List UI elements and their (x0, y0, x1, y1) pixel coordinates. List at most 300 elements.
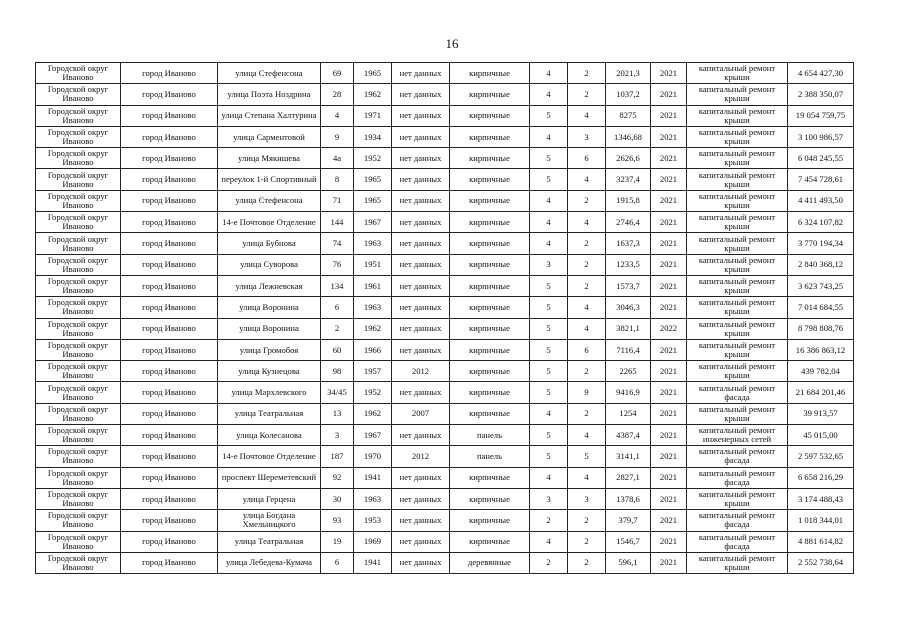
cell-house-number: 6 (321, 552, 354, 573)
cell-entrances: 5 (568, 446, 606, 467)
cell-floors: 2 (530, 510, 568, 531)
cell-total-area: 3237,4 (606, 169, 651, 190)
cell-repair-type: капитальный ремонт фасада (687, 467, 788, 488)
cell-house-number: 3 (321, 425, 354, 446)
cell-build-year: 1961 (354, 275, 392, 296)
cell-reconstruction-year: нет данных (392, 169, 450, 190)
cell-repair-type: капитальный ремонт крыши (687, 212, 788, 233)
cell-municipality: Городской округ Иваново (36, 254, 121, 275)
cell-repair-year: 2021 (651, 446, 687, 467)
cell-settlement: город Иваново (121, 531, 218, 552)
cell-floors: 4 (530, 190, 568, 211)
cell-floors: 4 (530, 212, 568, 233)
cell-entrances: 2 (568, 510, 606, 531)
cell-cost: 3 623 743,25 (788, 275, 854, 296)
cell-entrances: 2 (568, 63, 606, 84)
cell-repair-type: капитальный ремонт фасада (687, 510, 788, 531)
cell-municipality: Городской округ Иваново (36, 190, 121, 211)
cell-repair-type: капитальный ремонт крыши (687, 403, 788, 424)
cell-repair-year: 2021 (651, 233, 687, 254)
cell-total-area: 9416,9 (606, 382, 651, 403)
cell-settlement: город Иваново (121, 510, 218, 531)
cell-street: переулок 1-й Спортивный (218, 169, 321, 190)
cell-municipality: Городской округ Иваново (36, 531, 121, 552)
cell-total-area: 1037,2 (606, 84, 651, 105)
cell-total-area: 1573,7 (606, 275, 651, 296)
cell-floors: 5 (530, 297, 568, 318)
cell-house-number: 4 (321, 105, 354, 126)
table-row (36, 254, 854, 275)
cell-reconstruction-year: нет данных (392, 318, 450, 339)
cell-municipality: Городской округ Иваново (36, 105, 121, 126)
cell-repair-year: 2021 (651, 403, 687, 424)
cell-floors: 5 (530, 361, 568, 382)
cell-repair-type: капитальный ремонт крыши (687, 254, 788, 275)
table-row (36, 467, 854, 488)
cell-settlement: город Иваново (121, 297, 218, 318)
table-body (36, 63, 854, 574)
cell-cost: 45 015,00 (788, 425, 854, 446)
cell-municipality: Городской округ Иваново (36, 63, 121, 84)
cell-cost: 6 324 107,82 (788, 212, 854, 233)
cell-entrances: 2 (568, 190, 606, 211)
cell-street: улица Лежневская (218, 275, 321, 296)
cell-street: улица Воронина (218, 297, 321, 318)
table-row (36, 361, 854, 382)
cell-total-area: 1637,3 (606, 233, 651, 254)
cell-build-year: 1962 (354, 403, 392, 424)
cell-total-area: 1915,8 (606, 190, 651, 211)
cell-floors: 5 (530, 105, 568, 126)
cell-total-area: 1233,5 (606, 254, 651, 275)
cell-wall-material: кирпичные (450, 339, 530, 360)
cell-repair-year: 2021 (651, 297, 687, 318)
cell-wall-material: кирпичные (450, 254, 530, 275)
cell-municipality: Городской округ Иваново (36, 148, 121, 169)
cell-repair-type: капитальный ремонт крыши (687, 552, 788, 573)
cell-cost: 4 654 427,30 (788, 63, 854, 84)
cell-reconstruction-year: нет данных (392, 467, 450, 488)
cell-street: улица Театральная (218, 403, 321, 424)
cell-repair-type: капитальный ремонт крыши (687, 339, 788, 360)
cell-floors: 2 (530, 552, 568, 573)
cell-reconstruction-year: нет данных (392, 339, 450, 360)
cell-municipality: Городской округ Иваново (36, 169, 121, 190)
cell-cost: 7 454 728,61 (788, 169, 854, 190)
cell-settlement: город Иваново (121, 190, 218, 211)
cell-repair-year: 2022 (651, 318, 687, 339)
cell-wall-material: кирпичные (450, 467, 530, 488)
cell-total-area: 7116,4 (606, 339, 651, 360)
cell-total-area: 2827,1 (606, 467, 651, 488)
cell-repair-type: капитальный ремонт крыши (687, 318, 788, 339)
cell-settlement: город Иваново (121, 84, 218, 105)
cell-floors: 4 (530, 63, 568, 84)
cell-wall-material: кирпичные (450, 148, 530, 169)
cell-house-number: 74 (321, 233, 354, 254)
cell-house-number: 2 (321, 318, 354, 339)
cell-street: улица Суворова (218, 254, 321, 275)
cell-house-number: 19 (321, 531, 354, 552)
cell-floors: 5 (530, 382, 568, 403)
cell-house-number: 98 (321, 361, 354, 382)
table-row (36, 510, 854, 531)
cell-floors: 5 (530, 318, 568, 339)
cell-build-year: 1967 (354, 425, 392, 446)
cell-street: улица Кузнецова (218, 361, 321, 382)
cell-cost: 19 054 759,75 (788, 105, 854, 126)
cell-street: улица Стефенсона (218, 63, 321, 84)
cell-reconstruction-year: нет данных (392, 148, 450, 169)
cell-entrances: 4 (568, 212, 606, 233)
cell-wall-material: кирпичные (450, 318, 530, 339)
cell-municipality: Городской округ Иваново (36, 403, 121, 424)
cell-cost: 2 597 532,65 (788, 446, 854, 467)
cell-total-area: 3141,1 (606, 446, 651, 467)
cell-street: улица Поэта Ноздрина (218, 84, 321, 105)
cell-build-year: 1963 (354, 488, 392, 509)
table-row (36, 318, 854, 339)
cell-repair-year: 2021 (651, 275, 687, 296)
cell-street: улица Стефенсона (218, 190, 321, 211)
cell-municipality: Городской округ Иваново (36, 446, 121, 467)
cell-floors: 5 (530, 425, 568, 446)
cell-cost: 16 386 863,12 (788, 339, 854, 360)
cell-municipality: Городской округ Иваново (36, 275, 121, 296)
cell-cost: 2 840 368,12 (788, 254, 854, 275)
table-row (36, 552, 854, 573)
cell-repair-year: 2021 (651, 552, 687, 573)
cell-street: улица Мякишева (218, 148, 321, 169)
cell-cost: 4 881 614,82 (788, 531, 854, 552)
cell-house-number: 76 (321, 254, 354, 275)
cell-settlement: город Иваново (121, 467, 218, 488)
cell-wall-material: деревянные (450, 552, 530, 573)
cell-municipality: Городской округ Иваново (36, 382, 121, 403)
cell-house-number: 93 (321, 510, 354, 531)
cell-repair-type: капитальный ремонт крыши (687, 84, 788, 105)
cell-street: 14-е Почтовое Отделение (218, 446, 321, 467)
cell-settlement: город Иваново (121, 339, 218, 360)
cell-settlement: город Иваново (121, 403, 218, 424)
cell-repair-year: 2021 (651, 169, 687, 190)
cell-municipality: Городской округ Иваново (36, 212, 121, 233)
cell-house-number: 9 (321, 126, 354, 147)
cell-house-number: 71 (321, 190, 354, 211)
cell-settlement: город Иваново (121, 254, 218, 275)
cell-repair-year: 2021 (651, 510, 687, 531)
cell-wall-material: панель (450, 425, 530, 446)
cell-settlement: город Иваново (121, 552, 218, 573)
cell-repair-year: 2021 (651, 148, 687, 169)
cell-wall-material: кирпичные (450, 63, 530, 84)
cell-build-year: 1965 (354, 169, 392, 190)
cell-municipality: Городской округ Иваново (36, 425, 121, 446)
cell-settlement: город Иваново (121, 63, 218, 84)
cell-repair-type: капитальный ремонт крыши (687, 190, 788, 211)
cell-floors: 5 (530, 169, 568, 190)
cell-entrances: 2 (568, 531, 606, 552)
cell-wall-material: кирпичные (450, 488, 530, 509)
cell-settlement: город Иваново (121, 318, 218, 339)
cell-entrances: 4 (568, 105, 606, 126)
cell-wall-material: кирпичные (450, 297, 530, 318)
cell-repair-year: 2021 (651, 254, 687, 275)
cell-settlement: город Иваново (121, 275, 218, 296)
cell-municipality: Городской округ Иваново (36, 84, 121, 105)
cell-street: улица Сарментовой (218, 126, 321, 147)
cell-build-year: 1971 (354, 105, 392, 126)
cell-cost: 1 018 344,01 (788, 510, 854, 531)
cell-settlement: город Иваново (121, 212, 218, 233)
cell-repair-year: 2021 (651, 467, 687, 488)
cell-floors: 4 (530, 403, 568, 424)
table-row (36, 169, 854, 190)
cell-build-year: 1969 (354, 531, 392, 552)
cell-wall-material: кирпичные (450, 531, 530, 552)
cell-street: 14-е Почтовое Отделение (218, 212, 321, 233)
table-row (36, 63, 854, 84)
cell-total-area: 1254 (606, 403, 651, 424)
cell-repair-type: капитальный ремонт фасада (687, 446, 788, 467)
cell-house-number: 92 (321, 467, 354, 488)
cell-entrances: 3 (568, 126, 606, 147)
cell-house-number: 28 (321, 84, 354, 105)
cell-build-year: 1941 (354, 467, 392, 488)
cell-floors: 4 (530, 84, 568, 105)
cell-wall-material: кирпичные (450, 212, 530, 233)
cell-repair-year: 2021 (651, 84, 687, 105)
cell-settlement: город Иваново (121, 446, 218, 467)
cell-build-year: 1970 (354, 446, 392, 467)
cell-wall-material: кирпичные (450, 361, 530, 382)
cell-entrances: 3 (568, 488, 606, 509)
cell-settlement: город Иваново (121, 169, 218, 190)
cell-total-area: 3821,1 (606, 318, 651, 339)
cell-build-year: 1953 (354, 510, 392, 531)
cell-house-number: 60 (321, 339, 354, 360)
cell-street: улица Театральная (218, 531, 321, 552)
table-row (36, 297, 854, 318)
cell-floors: 3 (530, 488, 568, 509)
cell-repair-year: 2021 (651, 488, 687, 509)
table-row (36, 339, 854, 360)
cell-wall-material: кирпичные (450, 84, 530, 105)
cell-reconstruction-year: 2012 (392, 446, 450, 467)
cell-entrances: 9 (568, 382, 606, 403)
cell-municipality: Городской округ Иваново (36, 510, 121, 531)
cell-municipality: Городской округ Иваново (36, 488, 121, 509)
cell-repair-year: 2021 (651, 126, 687, 147)
cell-repair-year: 2021 (651, 190, 687, 211)
cell-reconstruction-year: нет данных (392, 552, 450, 573)
cell-repair-year: 2021 (651, 339, 687, 360)
cell-total-area: 1546,7 (606, 531, 651, 552)
cell-settlement: город Иваново (121, 105, 218, 126)
cell-repair-type: капитальный ремонт крыши (687, 275, 788, 296)
cell-house-number: 4а (321, 148, 354, 169)
cell-cost: 21 684 201,46 (788, 382, 854, 403)
table-row (36, 403, 854, 424)
cell-entrances: 2 (568, 552, 606, 573)
cell-municipality: Городской округ Иваново (36, 467, 121, 488)
cell-floors: 5 (530, 148, 568, 169)
cell-street: улица Колесанова (218, 425, 321, 446)
cell-floors: 5 (530, 339, 568, 360)
cell-build-year: 1951 (354, 254, 392, 275)
cell-floors: 4 (530, 531, 568, 552)
cell-build-year: 1934 (354, 126, 392, 147)
cell-repair-type: капитальный ремонт крыши (687, 126, 788, 147)
cell-total-area: 379,7 (606, 510, 651, 531)
cell-total-area: 2265 (606, 361, 651, 382)
cell-wall-material: кирпичные (450, 233, 530, 254)
table-row (36, 233, 854, 254)
cell-build-year: 1962 (354, 318, 392, 339)
cell-house-number: 30 (321, 488, 354, 509)
cell-wall-material: кирпичные (450, 105, 530, 126)
cell-reconstruction-year: нет данных (392, 531, 450, 552)
cell-entrances: 4 (568, 318, 606, 339)
cell-municipality: Городской округ Иваново (36, 318, 121, 339)
cell-cost: 3 174 488,43 (788, 488, 854, 509)
cell-street: улица Богдана Хмельницкого (218, 510, 321, 531)
cell-total-area: 596,1 (606, 552, 651, 573)
cell-reconstruction-year: нет данных (392, 275, 450, 296)
cell-cost: 2 388 350,07 (788, 84, 854, 105)
cell-entrances: 2 (568, 254, 606, 275)
cell-settlement: город Иваново (121, 233, 218, 254)
cell-entrances: 2 (568, 233, 606, 254)
cell-repair-type: капитальный ремонт крыши (687, 105, 788, 126)
table-row (36, 382, 854, 403)
cell-entrances: 2 (568, 403, 606, 424)
cell-repair-type: капитальный ремонт инженерных сетей (687, 425, 788, 446)
cell-build-year: 1962 (354, 84, 392, 105)
cell-repair-type: капитальный ремонт фасада (687, 382, 788, 403)
cell-entrances: 6 (568, 339, 606, 360)
cell-floors: 5 (530, 446, 568, 467)
cell-repair-type: капитальный ремонт крыши (687, 148, 788, 169)
cell-repair-year: 2021 (651, 531, 687, 552)
cell-cost: 3 100 986,57 (788, 126, 854, 147)
cell-repair-type: капитальный ремонт крыши (687, 63, 788, 84)
cell-repair-type: капитальный ремонт крыши (687, 361, 788, 382)
cell-street: улица Воронина (218, 318, 321, 339)
cell-wall-material: кирпичные (450, 190, 530, 211)
cell-cost: 4 411 493,50 (788, 190, 854, 211)
cell-wall-material: кирпичные (450, 169, 530, 190)
cell-build-year: 1967 (354, 212, 392, 233)
cell-reconstruction-year: нет данных (392, 126, 450, 147)
table-row (36, 488, 854, 509)
cell-street: улица Громобоя (218, 339, 321, 360)
cell-reconstruction-year: нет данных (392, 488, 450, 509)
table-row (36, 126, 854, 147)
cell-house-number: 144 (321, 212, 354, 233)
cell-cost: 6 658 216,29 (788, 467, 854, 488)
table-row (36, 84, 854, 105)
cell-municipality: Городской округ Иваново (36, 552, 121, 573)
cell-reconstruction-year: нет данных (392, 84, 450, 105)
cell-build-year: 1941 (354, 552, 392, 573)
cell-repair-year: 2021 (651, 361, 687, 382)
cell-cost: 39 913,57 (788, 403, 854, 424)
cell-wall-material: кирпичные (450, 403, 530, 424)
cell-street: улица Мархлевского (218, 382, 321, 403)
cell-reconstruction-year: нет данных (392, 297, 450, 318)
cell-street: улица Бубнова (218, 233, 321, 254)
cell-reconstruction-year: нет данных (392, 382, 450, 403)
cell-repair-year: 2021 (651, 63, 687, 84)
cell-cost: 7 014 684,55 (788, 297, 854, 318)
cell-house-number: 8 (321, 169, 354, 190)
cell-entrances: 4 (568, 467, 606, 488)
cell-cost: 3 770 194,34 (788, 233, 854, 254)
cell-build-year: 1957 (354, 361, 392, 382)
cell-house-number: 6 (321, 297, 354, 318)
cell-reconstruction-year: нет данных (392, 510, 450, 531)
cell-cost: 6 048 245,55 (788, 148, 854, 169)
cell-entrances: 6 (568, 148, 606, 169)
page-number: 16 (445, 36, 459, 51)
cell-street: проспект Шереметевский (218, 467, 321, 488)
cell-total-area: 1346,68 (606, 126, 651, 147)
cell-reconstruction-year: 2007 (392, 403, 450, 424)
cell-floors: 5 (530, 275, 568, 296)
cell-build-year: 1965 (354, 63, 392, 84)
cell-total-area: 1378,6 (606, 488, 651, 509)
cell-municipality: Городской округ Иваново (36, 361, 121, 382)
cell-reconstruction-year: нет данных (392, 105, 450, 126)
cell-repair-type: капитальный ремонт крыши (687, 169, 788, 190)
cell-total-area: 2021,3 (606, 63, 651, 84)
cell-municipality: Городской округ Иваново (36, 339, 121, 360)
cell-cost: 2 552 738,64 (788, 552, 854, 573)
cell-settlement: город Иваново (121, 361, 218, 382)
cell-settlement: город Иваново (121, 488, 218, 509)
cell-floors: 4 (530, 126, 568, 147)
cell-reconstruction-year: нет данных (392, 425, 450, 446)
table-row (36, 148, 854, 169)
cell-entrances: 2 (568, 84, 606, 105)
cell-total-area: 8275 (606, 105, 651, 126)
cell-build-year: 1963 (354, 233, 392, 254)
cell-reconstruction-year: нет данных (392, 233, 450, 254)
cell-entrances: 2 (568, 275, 606, 296)
cell-municipality: Городской округ Иваново (36, 297, 121, 318)
cell-repair-year: 2021 (651, 212, 687, 233)
cell-repair-year: 2021 (651, 382, 687, 403)
cell-floors: 4 (530, 233, 568, 254)
cell-cost: 8 798 808,76 (788, 318, 854, 339)
housing-repair-table (35, 62, 854, 574)
cell-settlement: город Иваново (121, 126, 218, 147)
cell-entrances: 4 (568, 169, 606, 190)
cell-reconstruction-year: 2012 (392, 361, 450, 382)
cell-wall-material: кирпичные (450, 382, 530, 403)
cell-entrances: 4 (568, 425, 606, 446)
cell-total-area: 4387,4 (606, 425, 651, 446)
cell-repair-type: капитальный ремонт крыши (687, 488, 788, 509)
cell-settlement: город Иваново (121, 382, 218, 403)
cell-total-area: 2746,4 (606, 212, 651, 233)
cell-cost: 439 782,04 (788, 361, 854, 382)
cell-reconstruction-year: нет данных (392, 63, 450, 84)
cell-street: улица Лебедева-Кумача (218, 552, 321, 573)
cell-wall-material: кирпичные (450, 510, 530, 531)
table-row (36, 212, 854, 233)
